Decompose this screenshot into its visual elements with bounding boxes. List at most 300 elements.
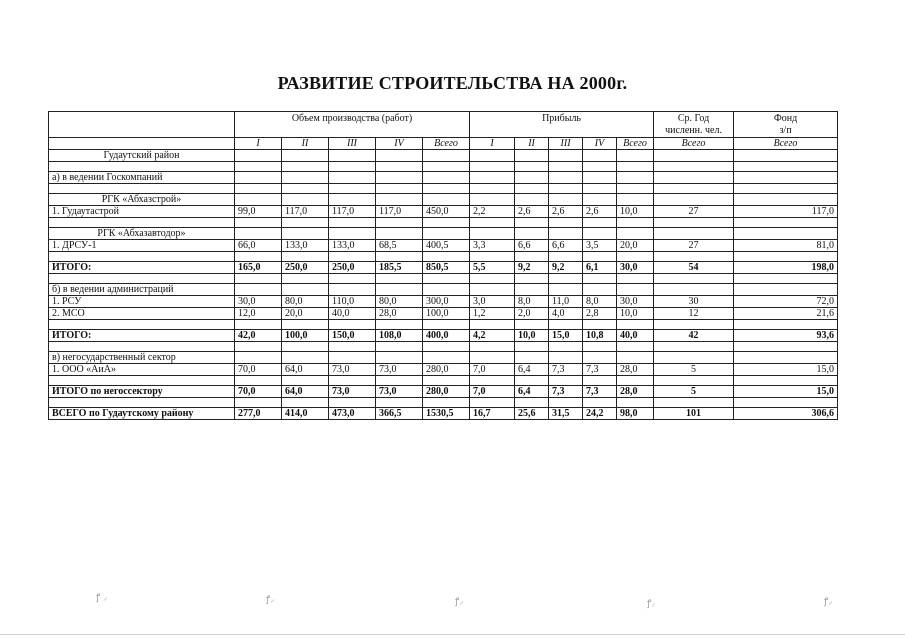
section-row [49,172,838,184]
empty-cell [583,252,617,262]
empty-cell [515,342,549,352]
value-cell: 64,0 [282,364,329,376]
value-cell: 6,4 [515,364,549,376]
empty-cell [376,162,423,172]
empty-cell [583,172,617,184]
empty-cell [376,376,423,386]
empty-cell [549,150,583,162]
table-row [49,308,838,320]
empty-cell [617,184,654,194]
value-cell: 2,2 [470,206,515,218]
empty-cell [376,184,423,194]
empty-cell [329,252,376,262]
empty-cell [583,376,617,386]
value-cell: 5,5 [470,262,515,274]
empty-cell [654,194,734,206]
empty-cell [376,398,423,408]
value-cell: 80,0 [282,296,329,308]
row-label: ИТОГО по негоссектору [49,386,235,398]
spacer-row [49,342,838,352]
empty-cell [423,320,470,330]
empty-cell [329,184,376,194]
empty-cell [470,252,515,262]
header-avg-staff-line2: численн. чел. [665,125,722,136]
empty-cell [617,342,654,352]
pencil-mark-icon: ꝭ ⸝ [96,593,108,603]
empty-cell [515,274,549,284]
value-cell: 7,3 [583,364,617,376]
empty-cell [282,376,329,386]
empty-cell [515,172,549,184]
header-wage-fund-line2: з/п [779,125,792,136]
value-cell: 7,3 [549,364,583,376]
empty-cell [470,218,515,228]
value-cell: 2,6 [583,206,617,218]
empty-cell [282,218,329,228]
value-cell: 101 [654,408,734,420]
empty-cell [734,162,838,172]
empty-cell [617,252,654,262]
spacer-row [49,162,838,172]
empty-cell [470,228,515,240]
value-cell: 54 [654,262,734,274]
empty-cell [734,228,838,240]
empty-cell [329,228,376,240]
empty-cell [617,194,654,206]
table-row [49,296,838,308]
value-cell: 400,0 [423,330,470,342]
value-cell: 30,0 [617,296,654,308]
value-cell: 9,2 [549,262,583,274]
value-cell: 24,2 [583,408,617,420]
value-cell: 7,3 [583,386,617,398]
header-sub-cell: I [235,138,282,150]
value-cell: 117,0 [376,206,423,218]
empty-cell [549,252,583,262]
empty-cell [617,320,654,330]
empty-cell [654,320,734,330]
empty-cell [654,150,734,162]
row-label: ИТОГО: [49,330,235,342]
value-cell: 11,0 [549,296,583,308]
empty-cell [329,284,376,296]
spacer-row [49,218,838,228]
empty-cell [423,150,470,162]
value-cell: 117,0 [329,206,376,218]
empty-cell [376,218,423,228]
empty-cell [654,376,734,386]
empty-cell [376,274,423,284]
value-cell: 414,0 [282,408,329,420]
value-cell: 27 [654,206,734,218]
empty-cell [376,150,423,162]
empty-cell [470,274,515,284]
value-cell: 40,0 [617,330,654,342]
empty-cell [734,172,838,184]
empty-cell [329,320,376,330]
empty-cell [617,398,654,408]
value-cell: 10,0 [617,206,654,218]
table-row [49,206,838,218]
value-cell: 20,0 [617,240,654,252]
empty-cell [583,284,617,296]
empty-cell [282,194,329,206]
empty-cell [583,274,617,284]
empty-cell [235,352,282,364]
empty-cell [549,194,583,206]
empty-cell [423,184,470,194]
value-cell: 277,0 [235,408,282,420]
empty-cell [549,376,583,386]
empty-cell [734,284,838,296]
empty-cell [329,150,376,162]
empty-cell [515,184,549,194]
empty-cell [470,342,515,352]
empty-cell [470,162,515,172]
empty-cell [329,162,376,172]
empty-cell [235,274,282,284]
empty-cell [515,376,549,386]
empty-cell [49,398,235,408]
section-row [49,284,838,296]
value-cell: 1530,5 [423,408,470,420]
empty-cell [376,252,423,262]
empty-cell [329,274,376,284]
value-cell: 15,0 [549,330,583,342]
value-cell: 15,0 [734,386,838,398]
empty-cell [423,342,470,352]
value-cell: 99,0 [235,206,282,218]
empty-cell [549,228,583,240]
header-row-sub [49,138,838,150]
value-cell: 68,5 [376,240,423,252]
empty-cell [654,228,734,240]
empty-cell [235,376,282,386]
value-cell: 5 [654,364,734,376]
empty-cell [470,150,515,162]
empty-cell [235,172,282,184]
empty-cell [282,172,329,184]
empty-cell [549,342,583,352]
value-cell: 72,0 [734,296,838,308]
value-cell: 66,0 [235,240,282,252]
row-label: ВСЕГО по Гудаутскому району [49,408,235,420]
value-cell: 250,0 [329,262,376,274]
row-label: 1. ООО «АиА» [49,364,235,376]
empty-cell [654,398,734,408]
value-cell: 100,0 [423,308,470,320]
value-cell: 31,5 [549,408,583,420]
empty-cell [49,218,235,228]
empty-cell [376,352,423,364]
empty-cell [282,284,329,296]
empty-cell [423,376,470,386]
empty-cell [235,218,282,228]
empty-cell [654,284,734,296]
spacer-row [49,320,838,330]
header-blank-cell [49,112,235,138]
empty-cell [734,194,838,206]
value-cell: 4,0 [549,308,583,320]
value-cell: 73,0 [376,364,423,376]
empty-cell [470,184,515,194]
empty-cell [49,342,235,352]
empty-cell [515,284,549,296]
empty-cell [329,342,376,352]
empty-cell [515,218,549,228]
empty-cell [423,284,470,296]
empty-cell [515,320,549,330]
value-cell: 10,0 [515,330,549,342]
empty-cell [329,398,376,408]
value-cell: 6,4 [515,386,549,398]
empty-cell [515,150,549,162]
empty-cell [549,274,583,284]
empty-cell [515,228,549,240]
value-cell: 25,6 [515,408,549,420]
spacer-row [49,252,838,262]
header-wage-fund [734,112,838,138]
value-cell: 73,0 [329,386,376,398]
value-cell: 473,0 [329,408,376,420]
empty-cell [329,218,376,228]
header-sub-cell: III [329,138,376,150]
value-cell: 80,0 [376,296,423,308]
row-label: Гудаутский район [49,150,235,162]
empty-cell [470,194,515,206]
empty-cell [583,352,617,364]
empty-cell [329,172,376,184]
value-cell: 15,0 [734,364,838,376]
value-cell: 2,6 [515,206,549,218]
empty-cell [282,184,329,194]
empty-cell [470,398,515,408]
value-cell: 6,6 [515,240,549,252]
header-sub-cell: Всего [654,138,734,150]
empty-cell [235,342,282,352]
value-cell: 16,7 [470,408,515,420]
empty-cell [423,172,470,184]
empty-cell [654,352,734,364]
empty-cell [423,162,470,172]
value-cell: 306,6 [734,408,838,420]
value-cell: 850,5 [423,262,470,274]
value-cell: 250,0 [282,262,329,274]
section-row [49,150,838,162]
value-cell: 70,0 [235,386,282,398]
row-label: 1. РСУ [49,296,235,308]
empty-cell [654,218,734,228]
value-cell: 280,0 [423,386,470,398]
empty-cell [583,228,617,240]
value-cell: 30,0 [617,262,654,274]
value-cell: 133,0 [329,240,376,252]
header-sub-cell: II [282,138,329,150]
empty-cell [329,194,376,206]
empty-cell [654,172,734,184]
value-cell: 98,0 [617,408,654,420]
empty-cell [329,376,376,386]
empty-cell [282,252,329,262]
spacer-row [49,274,838,284]
value-cell: 108,0 [376,330,423,342]
value-cell: 20,0 [282,308,329,320]
value-cell: 7,3 [549,386,583,398]
value-cell: 28,0 [376,308,423,320]
empty-cell [376,284,423,296]
value-cell: 7,0 [470,386,515,398]
row-label: в) негосударственный сектор [49,352,235,364]
value-cell: 185,5 [376,262,423,274]
value-cell: 100,0 [282,330,329,342]
empty-cell [515,352,549,364]
empty-cell [282,398,329,408]
header-row-groups [49,112,838,138]
empty-cell [49,376,235,386]
value-cell: 400,5 [423,240,470,252]
value-cell: 12,0 [235,308,282,320]
empty-cell [49,320,235,330]
empty-cell [470,320,515,330]
empty-cell [583,162,617,172]
value-cell: 42,0 [235,330,282,342]
header-avg-staff-line1: Ср. Год [677,113,710,124]
value-cell: 1,2 [470,308,515,320]
value-cell: 133,0 [282,240,329,252]
empty-cell [282,274,329,284]
value-cell: 9,2 [515,262,549,274]
empty-cell [617,376,654,386]
value-cell: 21,6 [734,308,838,320]
empty-cell [617,284,654,296]
empty-cell [470,352,515,364]
empty-cell [734,352,838,364]
value-cell: 7,0 [470,364,515,376]
empty-cell [549,184,583,194]
row-label: ИТОГО: [49,262,235,274]
empty-cell [235,184,282,194]
value-cell: 198,0 [734,262,838,274]
header-production: Объем производства (работ) [235,112,470,138]
header-sub-blank [49,138,235,150]
header-wage-fund-line1: Фонд [773,113,798,124]
empty-cell [235,320,282,330]
value-cell: 42 [654,330,734,342]
empty-cell [583,218,617,228]
empty-cell [734,398,838,408]
section-row [49,352,838,364]
value-cell: 30 [654,296,734,308]
empty-cell [617,274,654,284]
value-cell: 28,0 [617,386,654,398]
value-cell: 150,0 [329,330,376,342]
row-label: РГК «Абхазавтодор» [49,228,235,240]
empty-cell [235,284,282,296]
empty-cell [515,162,549,172]
pencil-mark-icon: ꝭ⸝ [455,597,464,607]
spacer-row [49,398,838,408]
empty-cell [654,274,734,284]
empty-cell [235,162,282,172]
empty-cell [617,218,654,228]
empty-cell [282,150,329,162]
header-sub-cell: III [549,138,583,150]
value-cell: 12 [654,308,734,320]
value-cell: 3,5 [583,240,617,252]
value-cell: 30,0 [235,296,282,308]
value-cell: 165,0 [235,262,282,274]
empty-cell [376,228,423,240]
empty-cell [734,218,838,228]
empty-cell [583,320,617,330]
empty-cell [282,320,329,330]
spacer-row [49,184,838,194]
empty-cell [49,252,235,262]
value-cell: 300,0 [423,296,470,308]
row-label: РГК «Абхазстрой» [49,194,235,206]
value-cell: 2,6 [549,206,583,218]
empty-cell [515,398,549,408]
value-cell: 10,8 [583,330,617,342]
page-title: РАЗВИТИЕ СТРОИТЕЛЬСТВА НА 2000г. [277,73,628,93]
pencil-mark-icon: ꝭ⸝ [824,597,833,607]
value-cell: 4,2 [470,330,515,342]
row-label: 2. МСО [49,308,235,320]
construction-table [48,111,838,420]
empty-cell [654,162,734,172]
pencil-mark-icon: ꝭ⸝ [647,599,656,609]
empty-cell [282,352,329,364]
empty-cell [734,150,838,162]
empty-cell [282,162,329,172]
table-row [49,364,838,376]
empty-cell [654,184,734,194]
empty-cell [423,194,470,206]
value-cell: 64,0 [282,386,329,398]
empty-cell [376,172,423,184]
empty-cell [376,194,423,206]
empty-cell [470,172,515,184]
empty-cell [423,252,470,262]
total-row [49,386,838,398]
empty-cell [734,320,838,330]
header-avg-staff [654,112,734,138]
empty-cell [617,172,654,184]
empty-cell [235,228,282,240]
empty-cell [734,252,838,262]
empty-cell [423,218,470,228]
total-row [49,262,838,274]
value-cell: 3,0 [470,296,515,308]
value-cell: 117,0 [282,206,329,218]
empty-cell [617,228,654,240]
empty-cell [49,274,235,284]
empty-cell [515,194,549,206]
value-cell: 3,3 [470,240,515,252]
page-bottom-rule [0,634,905,635]
header-profit: Прибыль [470,112,654,138]
header-sub-cell: IV [376,138,423,150]
row-label: а) в ведении Госкомпаний [49,172,235,184]
empty-cell [583,184,617,194]
value-cell: 10,0 [617,308,654,320]
header-sub-cell: I [470,138,515,150]
table-row [49,240,838,252]
empty-cell [515,252,549,262]
empty-cell [549,398,583,408]
total-row [49,330,838,342]
value-cell: 93,6 [734,330,838,342]
